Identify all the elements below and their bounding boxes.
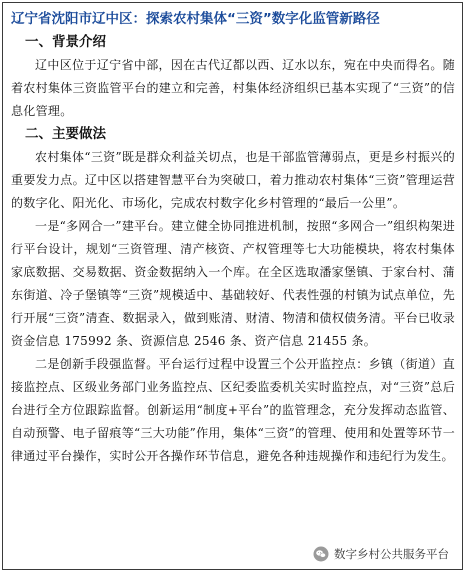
section-heading-background: 一、背景介绍 — [25, 34, 106, 50]
wechat-icon — [313, 546, 329, 562]
source-watermark — [310, 545, 452, 563]
document-content — [11, 9, 455, 468]
document-frame — [2, 2, 463, 570]
paragraph-background: 辽中区位于辽宁省中部，因在古代辽都以西、辽水以东，宛在中央而得名。随着农村集体三资监管平台的建立和完善，村集体经济组织已基本实现了“三资”的信息化管理。 — [11, 58, 455, 118]
watermark-text: 数字乡村公共服务平台 — [334, 547, 449, 561]
paragraph-supervision: 二是创新手段强监督。平台运行过程中设置三个公开监控点：乡镇（街道）直接监控点、区级业务部门业务监控点、区纪委监委机关实时监控点，对“三资”总后台进行全方位跟踪监督。创新运用“制度+平台”的监管理念，充分发挥动态监管、自动预警、电子留痕等“三大功能”作用，集体“三资”的管理、使用和处置等环节一律通过平台操作，实时公开各操作环节信息，避免各种违规操作和违纪行为发生。 — [11, 357, 455, 463]
paragraph-platform: 一是“多网合一”建平台。建立健全协同推进机制，按照“多网合一”组织构架进行平台设计，规划“三资管理、清产核资、产权管理等七大功能模块，将农村集体家底数据、交易数据、资金数据纳入一个库。在全区选取潘家堡镇、于家台村、蒲东街道、冷子堡镇等“三资”规模适中、基础较好、代表性强的村镇为试点单位，先行开展“三资”清查、数据录入，做到账清、财清、物清和债权债务清。平台已收录资金信息 175992 条、资源信息 2546 条、资产信息 21455 条。 — [11, 219, 455, 348]
document-title: 辽宁省沈阳市辽中区：探索农村集体“三资”数字化监管新路径 — [11, 11, 380, 27]
paragraph-overview: 农村集体“三资”既是群众利益关切点，也是干部监管薄弱点，更是乡村振兴的重要发力点。辽中区以搭建智慧平台为突破口，着力推动农村集体“三资”管理运营的数字化、阳光化、市场化，完成农村数字化乡村管理的“最后一公里”。 — [11, 150, 455, 210]
section-heading-practices: 二、主要做法 — [25, 126, 106, 142]
